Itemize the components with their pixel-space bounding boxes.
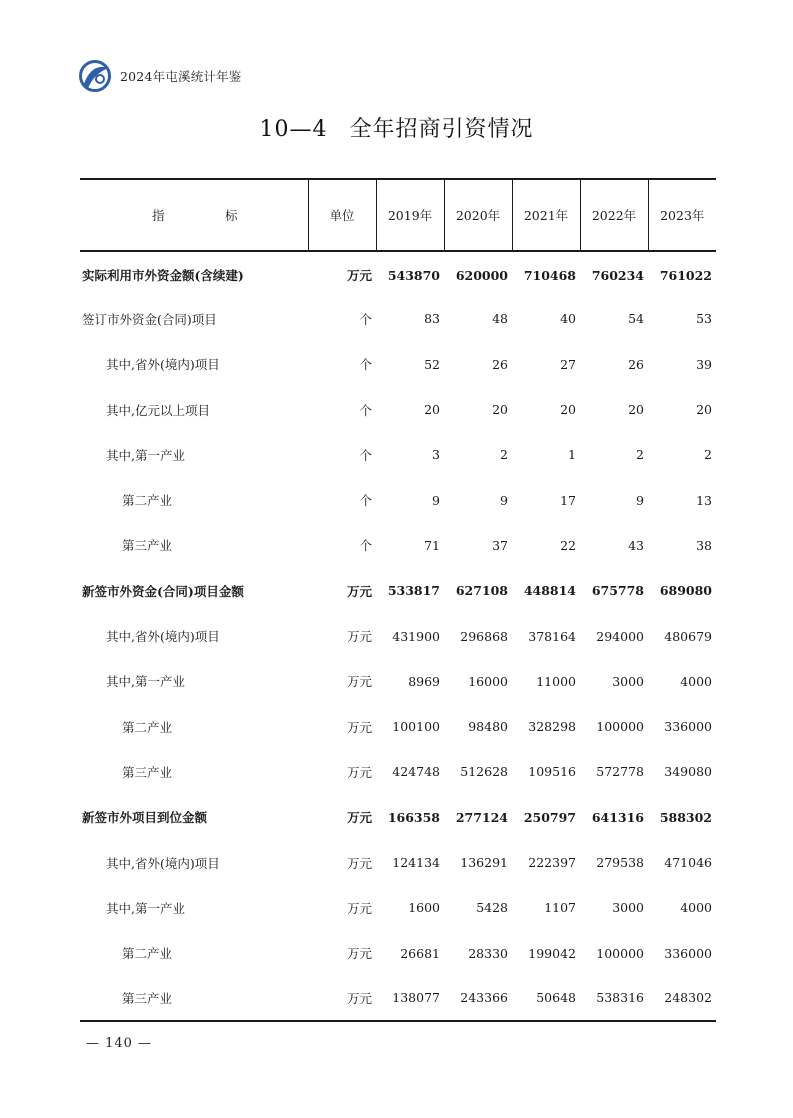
header-year: 2020年	[444, 179, 512, 251]
row-value: 124134	[392, 855, 440, 870]
row-value: 26681	[400, 945, 440, 961]
row-value: 675778	[591, 583, 644, 599]
row-value: 378164	[528, 628, 576, 644]
row-value: 13	[696, 492, 712, 508]
table-body	[80, 251, 716, 1021]
table-row	[80, 704, 716, 749]
table-row	[80, 795, 716, 840]
row-unit: 万元	[346, 583, 372, 599]
row-value: 48	[492, 311, 508, 327]
row-value: 52	[424, 356, 440, 372]
row-value: 9	[432, 492, 440, 508]
header-text: 2024年屯溪统计年鉴	[120, 69, 242, 84]
row-unit: 个	[359, 493, 372, 509]
row-value: 20	[492, 402, 508, 418]
table-row	[80, 749, 716, 794]
row-value: 512628	[460, 764, 508, 780]
row-value: 9	[500, 492, 508, 508]
table-row	[80, 885, 716, 930]
row-value: 8969	[408, 673, 440, 689]
row-value: 480679	[664, 628, 712, 644]
row-value: 37	[492, 537, 508, 553]
row-indicator: 第二产业	[122, 719, 173, 735]
row-value: 109516	[528, 764, 576, 780]
table-number: 10—4	[259, 117, 328, 142]
row-value: 16000	[468, 673, 508, 689]
row-value: 424748	[392, 764, 440, 780]
row-value: 100000	[596, 719, 644, 735]
row-unit: 万元	[308, 976, 376, 1021]
row-value: 22	[560, 537, 576, 553]
row-value: 710468	[523, 267, 576, 283]
row-value: 277124	[455, 809, 508, 825]
row-value: 328298	[528, 719, 576, 735]
table-row	[80, 659, 716, 704]
row-value: 760234	[591, 267, 644, 283]
table-row	[80, 387, 716, 432]
row-value: 641316	[591, 809, 644, 825]
row-value: 761022	[659, 267, 712, 283]
row-indicator: 第三产业	[80, 976, 308, 1021]
table-row	[80, 568, 716, 613]
row-value: 20	[560, 402, 576, 418]
row-value: 20	[424, 402, 440, 418]
row-value: 27	[560, 356, 576, 372]
row-value: 5428	[476, 900, 508, 916]
row-value: 296868	[460, 628, 508, 644]
row-indicator: 其中,第一产业	[106, 900, 185, 916]
row-unit: 个	[359, 311, 372, 327]
row-value: 100100	[392, 719, 440, 735]
row-unit: 万元	[346, 629, 372, 645]
table-row	[80, 613, 716, 658]
row-value: 11000	[536, 673, 576, 689]
table-row	[80, 840, 716, 885]
row-value: 4000	[680, 673, 712, 689]
row-value: 3	[432, 447, 440, 463]
header-indicator	[80, 179, 308, 251]
row-indicator: 其中,省外(境内)项目	[106, 629, 220, 645]
row-value: 3000	[612, 900, 644, 916]
row-value: 26	[628, 356, 644, 372]
row-unit: 万元	[346, 810, 372, 826]
row-value: 4000	[680, 900, 712, 916]
header-indicator-right: 标	[224, 208, 238, 223]
table-row	[80, 342, 716, 387]
row-value: 2	[636, 447, 644, 463]
row-indicator: 第三产业	[122, 538, 173, 554]
header-year: 2022年	[580, 179, 648, 251]
row-value: 98480	[468, 719, 508, 735]
row-indicator: 实际利用市外资金额(含续建)	[82, 268, 244, 284]
row-indicator: 第三产业	[122, 764, 173, 780]
row-unit: 万元	[346, 946, 372, 962]
yearbook-logo-icon	[78, 59, 114, 93]
row-unit: 万元	[346, 900, 372, 916]
row-indicator: 其中,第一产业	[106, 447, 185, 463]
row-value: 294000	[596, 628, 644, 644]
row-value: 54	[628, 311, 644, 327]
row-value: 2	[704, 447, 712, 463]
row-indicator: 第二产业	[122, 493, 173, 509]
row-indicator: 其中,亿元以上项目	[106, 402, 210, 418]
row-value: 20	[696, 402, 712, 418]
row-value: 543870	[387, 267, 440, 283]
row-value: 279538	[596, 855, 644, 870]
row-value: 689080	[659, 583, 712, 599]
row-unit: 万元	[346, 268, 372, 284]
page-number: — 140 —	[86, 1036, 153, 1051]
row-value: 250797	[523, 809, 576, 825]
row-value: 28330	[468, 945, 508, 961]
header-year: 2019年	[376, 179, 444, 251]
header-indicator-left: 指	[152, 208, 165, 223]
row-value: 222397	[528, 855, 576, 870]
row-value: 336000	[664, 945, 712, 961]
row-unit: 万元	[346, 855, 372, 871]
row-value: 43	[628, 537, 644, 553]
row-unit: 个	[359, 357, 372, 373]
row-value: 538316	[580, 976, 648, 1021]
row-unit: 个	[359, 538, 372, 554]
table-row	[80, 930, 716, 975]
header-unit: 单位	[308, 179, 376, 251]
row-value: 9	[636, 492, 644, 508]
statistics-table-container	[80, 178, 716, 1022]
investment-table	[80, 178, 716, 1022]
table-row	[80, 477, 716, 522]
row-indicator: 其中,省外(境内)项目	[106, 357, 220, 373]
row-value: 138077	[376, 976, 444, 1021]
row-value: 471046	[664, 855, 712, 870]
row-value: 71	[424, 537, 440, 553]
row-unit: 个	[359, 402, 372, 418]
row-value: 588302	[659, 809, 712, 825]
row-value: 39	[696, 356, 712, 372]
row-unit: 万元	[346, 719, 372, 735]
row-value: 20	[628, 402, 644, 418]
row-unit: 个	[359, 447, 372, 463]
row-value: 349080	[664, 764, 712, 780]
row-value: 243366	[444, 976, 512, 1021]
table-row	[80, 251, 716, 296]
row-value: 572778	[596, 764, 644, 780]
row-value: 448814	[523, 583, 576, 599]
row-value: 627108	[455, 583, 508, 599]
table-row	[80, 432, 716, 477]
header-year: 2021年	[512, 179, 580, 251]
row-value: 166358	[387, 809, 440, 825]
row-indicator: 第二产业	[122, 946, 173, 962]
row-unit: 万元	[346, 674, 372, 690]
row-value: 248302	[648, 976, 716, 1021]
row-value: 431900	[392, 628, 440, 644]
row-indicator: 其中,省外(境内)项目	[106, 855, 220, 871]
row-unit: 万元	[346, 764, 372, 780]
table-title: 全年招商引资情况	[349, 117, 534, 142]
row-value: 40	[560, 311, 576, 327]
row-indicator: 其中,第一产业	[106, 674, 185, 690]
row-value: 100000	[596, 945, 644, 961]
table-row	[80, 296, 716, 341]
row-value: 533817	[387, 583, 440, 599]
row-indicator: 新签市外项目到位金额	[82, 810, 208, 826]
row-value: 1107	[544, 900, 576, 916]
row-value: 53	[696, 311, 712, 327]
row-value: 83	[424, 311, 440, 327]
row-value: 3000	[612, 673, 644, 689]
row-value: 1	[568, 447, 576, 463]
row-value: 199042	[528, 945, 576, 961]
row-value: 620000	[455, 267, 508, 283]
header-year: 2023年	[648, 179, 716, 251]
row-value: 38	[696, 537, 712, 553]
row-value: 50648	[512, 976, 580, 1021]
row-indicator: 新签市外资金(合同)项目金额	[82, 583, 244, 599]
row-value: 1600	[408, 900, 440, 916]
row-indicator: 签订市外资金(合同)项目	[82, 311, 217, 327]
row-value: 26	[492, 356, 508, 372]
table-header-row	[80, 179, 716, 251]
row-value: 2	[500, 447, 508, 463]
row-value: 17	[560, 492, 576, 508]
table-row	[80, 976, 716, 1021]
row-value: 136291	[460, 855, 508, 870]
table-row	[80, 523, 716, 568]
page-title	[0, 112, 793, 143]
row-value: 336000	[664, 719, 712, 735]
page-header	[78, 58, 242, 94]
